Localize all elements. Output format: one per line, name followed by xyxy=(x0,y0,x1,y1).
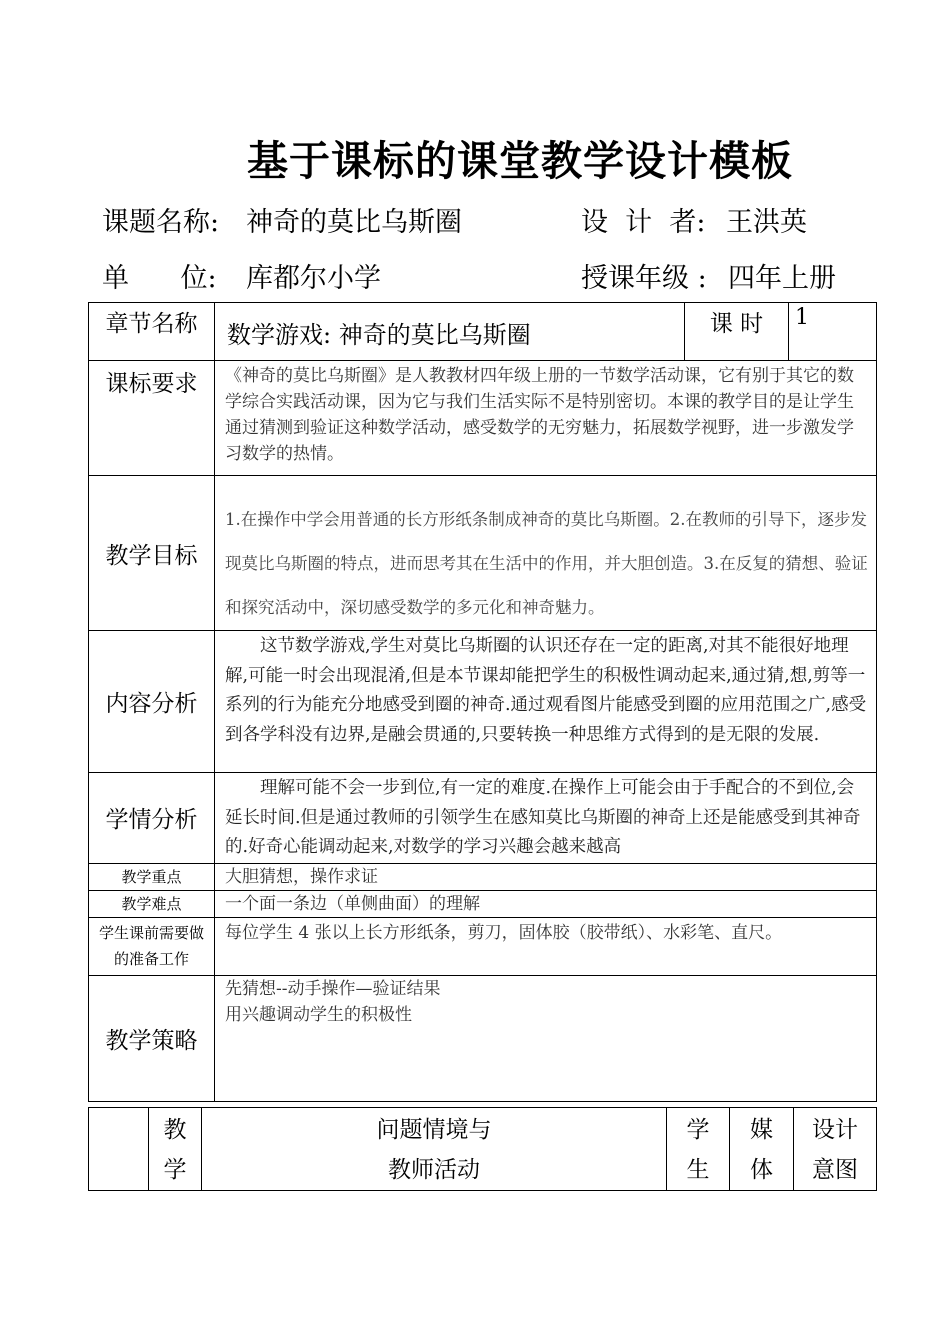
col-design-intent: 设计意图 xyxy=(794,1108,877,1191)
designer-label: 设 计 者: xyxy=(581,207,706,238)
unit-value: 库都尔小学 xyxy=(246,263,381,294)
learner-label: 学情分析 xyxy=(89,773,215,864)
strategy-cell xyxy=(215,975,877,1101)
unit-label: 单 位: xyxy=(102,263,217,294)
period-label: 课 时 xyxy=(685,303,789,361)
topic-label: 课题名称: xyxy=(102,207,220,238)
key-row xyxy=(89,863,877,890)
key-label: 教学重点 xyxy=(89,863,215,890)
lesson-info-table xyxy=(88,302,877,1102)
goal-text: 1.在操作中学会用普通的长方形纸条制成神奇的莫比乌斯圈。2.在教师的引导下，逐步发现莫比乌斯圈的特点，进而思考其在生活中的作用，并大胆创造。3.在反复的猜想、验证和探究活动中，深切感受数学的多元化和神奇魅力。 xyxy=(215,476,877,631)
prep-row xyxy=(89,917,877,975)
page-title: 基于课标的课堂教学设计模板 xyxy=(247,137,793,185)
strategy-label: 教学策略 xyxy=(89,975,215,1101)
period-value: 1 xyxy=(789,303,877,361)
learner-text: 理解可能不会一步到位,有一定的难度.在操作上可能会由于手配合的不到位,会延长时间.但是通过教师的引领学生在感知莫比乌斯圈的神奇上还是能感受到其神奇的.好奇心能调动起来,对数学的学习兴趣会越来越高 xyxy=(215,773,877,864)
strategy-row xyxy=(89,975,877,1101)
designer-value: 王洪英 xyxy=(726,207,807,238)
chapter-label: 章节名称 xyxy=(89,303,215,361)
difficulty-label: 教学难点 xyxy=(89,890,215,917)
strategy-line-1: 先猜想--动手操作—验证结果 xyxy=(225,978,441,999)
goal-label: 教学目标 xyxy=(89,476,215,631)
activity-table xyxy=(88,1107,877,1191)
chapter-value: 数学游戏: 神奇的莫比乌斯圈 xyxy=(215,303,685,361)
content-label: 内容分析 xyxy=(89,631,215,773)
col-problem-line-2: 教师活动 xyxy=(388,1157,480,1183)
content-text: 这节数学游戏,学生对莫比乌斯圈的认识还存在一定的距离,对其不能很好地理解,可能一时会出现混淆,但是本节课却能把学生的积极性调动起来,通过猜,想,剪等一系列的行为能充分地感受到圈的神奇.通过观看图片能感受到圈的应用范围之广,感受到各学科没有边界,是融会贯通的,只要转换一种思维方式得到的是无限的发展. xyxy=(215,631,877,773)
standard-row xyxy=(89,361,877,476)
standard-text: 《神奇的莫比乌斯圈》是人教教材四年级上册的一节数学活动课，它有别于其它的数学综合实践活动课，因为它与我们生活实际不是特别密切。本课的教学目的是让学生通过猜测到验证这种数学活动，感受数学的无穷魅力，拓展数学视野，进一步激发学习数学的热情。 xyxy=(215,361,877,476)
key-text: 大胆猜想，操作求证 xyxy=(215,863,877,890)
chapter-row xyxy=(89,303,877,361)
grade-value: 四年上册 xyxy=(728,263,836,294)
standard-label: 课标要求 xyxy=(89,361,215,476)
col-teaching: 教学 xyxy=(149,1108,202,1191)
col-media: 媒体 xyxy=(730,1108,794,1191)
strategy-line-2: 用兴趣调动学生的积极性 xyxy=(225,1004,412,1025)
difficulty-text: 一个面一条边（单侧曲面）的理解 xyxy=(215,890,877,917)
prep-text: 每位学生 4 张以上长方形纸条，剪刀，固体胶（胶带纸）、水彩笔、直尺。 xyxy=(215,917,877,975)
prep-label: 学生课前需要做的准备工作 xyxy=(89,917,215,975)
activity-header-row xyxy=(89,1108,877,1191)
col-problem-teacher xyxy=(202,1108,667,1191)
learner-row xyxy=(89,773,877,864)
blank-cell xyxy=(89,1108,149,1191)
goal-row xyxy=(89,476,877,631)
col-student: 学生 xyxy=(667,1108,730,1191)
difficulty-row xyxy=(89,890,877,917)
grade-label: 授课年级 : xyxy=(581,263,707,294)
topic-value: 神奇的莫比乌斯圈 xyxy=(246,207,462,238)
content-row xyxy=(89,631,877,773)
col-problem-line-1: 问题情境与 xyxy=(376,1117,492,1143)
